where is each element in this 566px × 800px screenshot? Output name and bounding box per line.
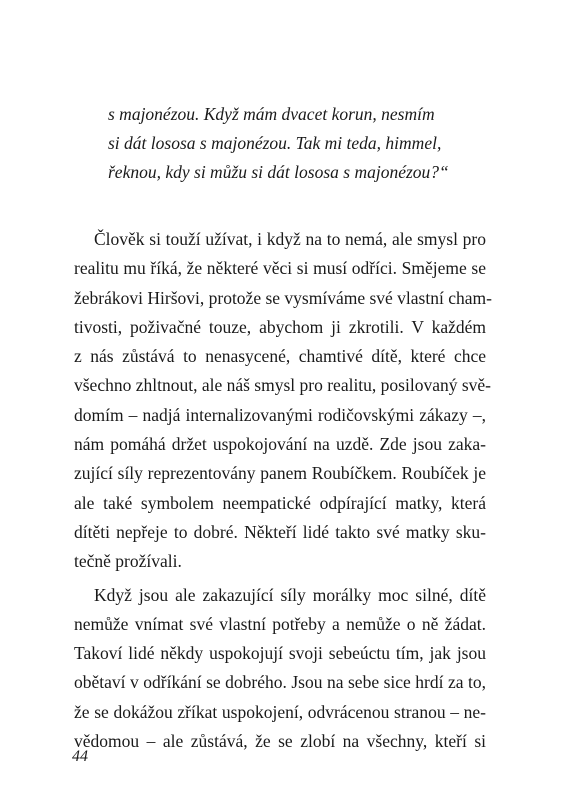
text-line: tečně prožívali. — [74, 551, 182, 572]
text-line: ale také symbolem neempatické odpírající matky, která — [74, 492, 486, 513]
text-line: dítěti nepřeje to dobré. Někteří lidé takto své matky sku- — [74, 521, 486, 542]
text-line: realitu mu říká, že některé věci si musí odříci. Smějeme se — [74, 258, 486, 279]
text-line: vědomou – ale zůstává, že se zlobí na všechny, kteří si — [74, 731, 486, 752]
text-line: obětaví v odříkání se dobrého. Jsou na sebe sice hrdí za to, — [74, 672, 486, 693]
quote-line: řeknou, kdy si můžu si dát lososa s majonézou?“ — [108, 162, 449, 182]
text-line: Takoví lidé někdy uspokojují svoji sebeúctu tím, jak jsou — [74, 643, 486, 664]
text-line: domím – nadjá internalizovanými rodičovskými zákazy –, — [74, 404, 486, 425]
text-line: tivosti, poživačné touze, abychom ji zkrotili. V každém — [74, 316, 486, 337]
paragraph — [74, 225, 492, 577]
text-line: že se dokážou zříkat uspokojení, odvrácenou stranou – ne- — [74, 701, 486, 722]
text-line: nemůže vnímat své vlastní potřeby a nemůže o ně žádat. — [74, 613, 486, 634]
quoted-passage — [108, 100, 508, 187]
paragraph — [74, 581, 486, 757]
page-number: 44 — [72, 748, 88, 765]
body-text — [74, 225, 492, 756]
text-line: z nás zůstává to nenasycené, chamtivé dítě, které chce — [74, 346, 486, 367]
text-line: všechno zhltnout, ale náš smysl pro realitu, posilovaný svě- — [74, 375, 492, 396]
text-line: Když jsou ale zakazující síly morálky moc silné, dítě — [94, 584, 486, 605]
text-line: žebrákovi Hiršovi, protože se vysmíváme své vlastní cham- — [74, 287, 492, 308]
quote-line: s majonézou. Když mám dvacet korun, nesmím — [108, 104, 435, 124]
text-line: zující síly reprezentovány panem Roubíčkem. Roubíček je — [74, 463, 486, 484]
text-line: nám pomáhá držet uspokojování na uzdě. Zde jsou zaka- — [74, 434, 486, 455]
text-line: Člověk si touží užívat, i když na to nemá, ale smysl pro — [94, 229, 486, 249]
quote-line: si dát lososa s majonézou. Tak mi teda, himmel, — [108, 133, 442, 153]
